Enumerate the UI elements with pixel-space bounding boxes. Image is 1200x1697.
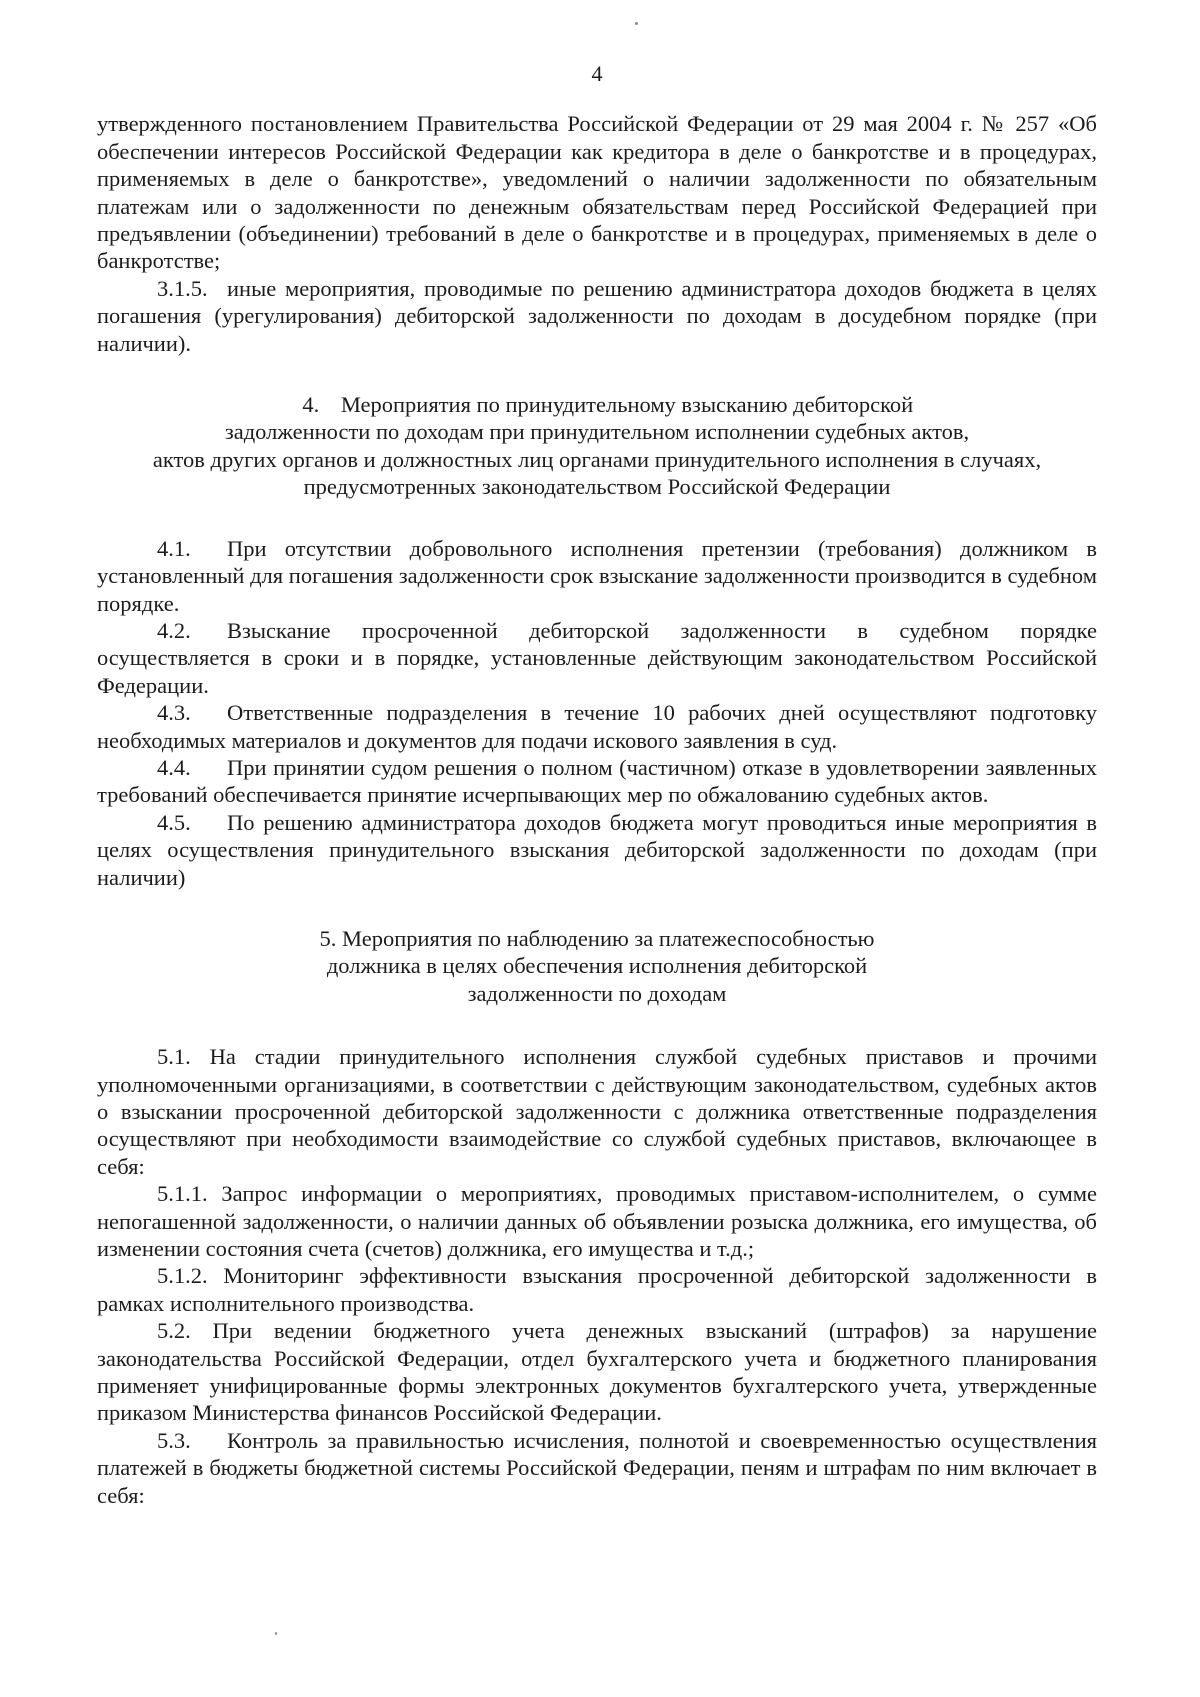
scan-speck: [635, 22, 638, 25]
item-text: Взыскание просроченной дебиторской задолженности в судебном порядке осуществляется в сроки и в порядке, установленные действующим законодательством Российской Федерации.: [97, 617, 1097, 698]
item-4-1: [97, 535, 1097, 617]
item-5-2: 5.2. При ведении бюджетного учета денежных взысканий (штрафов) за нарушение законодательства Российской Федерации, отдел бухгалтерского учета и бюджетного планирования применяет унифицированные формы электронных документов бухгалтерского учета, утвержденные приказом Министерства финансов Российской Федерации.: [97, 1318, 1097, 1426]
item-4-2: [97, 617, 1097, 699]
section-4-heading-line3: актов других органов и должностных лиц органами принудительного исполнения в случаях,: [152, 446, 1042, 472]
section-5-heading-line3: задолженности по доходам: [467, 980, 727, 1006]
section-4-heading: [97, 391, 1097, 501]
item-number: 4.3.: [157, 700, 191, 726]
item-text: При отсутствии добровольного исполнения претензии (требования) должником в установленный для погашения задолженности срок взыскание задолженности производится в судебном порядке.: [97, 535, 1097, 616]
section-5-heading: [97, 925, 1097, 1007]
item-text: Контроль за правильностью исчисления, полнотой и своевременностью осуществления платежей в бюджеты бюджетной системы Российской Федерации, пеням и штрафам по ним включает в себя:: [97, 1427, 1097, 1508]
item-text: По решению администратора доходов бюджета могут проводиться иные мероприятия в целях осуществления принудительного взыскания дебиторской задолженности по доходам (при наличии): [97, 809, 1097, 890]
scan-speck: [275, 1632, 277, 1635]
item-number: 4.5.: [157, 809, 191, 835]
section-5-heading-line1: 5. Мероприятия по наблюдению за платежеспособностью: [319, 925, 875, 951]
section-4-heading-line4: предусмотренных законодательством Российской Федерации: [303, 474, 891, 500]
item-3-1-5: [97, 275, 1097, 357]
item-number: 3.1.5.: [157, 275, 208, 301]
item-number: 4.1.: [157, 535, 191, 561]
intro-paragraph: утвержденного постановлением Правительства Российской Федерации от 29 мая 2004 г. № 257 «Об обеспечении интересов Российской Федерации как кредитора в деле о банкротстве и в процедурах, применяемых в деле о банкротстве», уведомлений о наличии задолженности по обязательным платежам или о задолженности по денежным обязательствам перед Российской Федерацией при предъявлении (объединении) требований в деле о банкротстве и в процедурах, применяемых в деле о банкротстве;: [97, 111, 1097, 274]
item-text: иные мероприятия, проводимые по решению администратора доходов бюджета в целях погашения (урегулирования) дебиторской задолженности по доходам в досудебном порядке (при наличии).: [97, 275, 1097, 356]
item-5-1-2: 5.1.2. Мониторинг эффективности взыскания просроченной дебиторской задолженности в рамках исполнительного производства.: [97, 1263, 1097, 1316]
page-number: 4: [591, 61, 603, 86]
section-4-heading-line1: 4. Мероприятия по принудительному взысканию дебиторской: [97, 391, 1097, 418]
item-5-3: [97, 1427, 1097, 1509]
item-number: 4.4.: [157, 754, 191, 780]
item-4-4: [97, 754, 1097, 809]
item-number: 5.3.: [157, 1427, 191, 1453]
section-number: 4.: [302, 392, 320, 418]
item-text: Ответственные подразделения в течение 10 рабочих дней осуществляют подготовку необходимых материалов и документов для подачи искового заявления в суд.: [97, 700, 1097, 753]
item-5-1: 5.1. На стадии принудительного исполнения службой судебных приставов и прочими уполномоченными организациями, в соответствии с действующим законодательством, судебных актов о взыскании просроченной дебиторской задолженности с должника ответственные подразделения осуществляют при необходимости взаимодействие со службой судебных приставов, включающее в себя:: [97, 1044, 1097, 1179]
section-5-heading-line2: должника в целях обеспечения исполнения дебиторской: [326, 953, 868, 979]
section-4-heading-line2: задолженности по доходам при принудительном исполнении судебных актов,: [224, 419, 970, 445]
item-4-5: [97, 809, 1097, 891]
item-number: 4.2.: [157, 617, 191, 643]
item-5-1-1: 5.1.1. Запрос информации о мероприятиях, проводимых приставом-исполнителем, о сумме непогашенной задолженности, о наличии данных об объявлении розыска должника, его имущества, об изменении состояния счета (счетов) должника, его имущества и т.д.;: [97, 1181, 1097, 1262]
item-text: При принятии судом решения о полном (частичном) отказе в удовлетворении заявленных требований обеспечивается принятие исчерпывающих мер по обжалованию судебных актов.: [97, 754, 1097, 808]
document-body: [97, 60, 1097, 1509]
item-4-3: [97, 699, 1097, 754]
